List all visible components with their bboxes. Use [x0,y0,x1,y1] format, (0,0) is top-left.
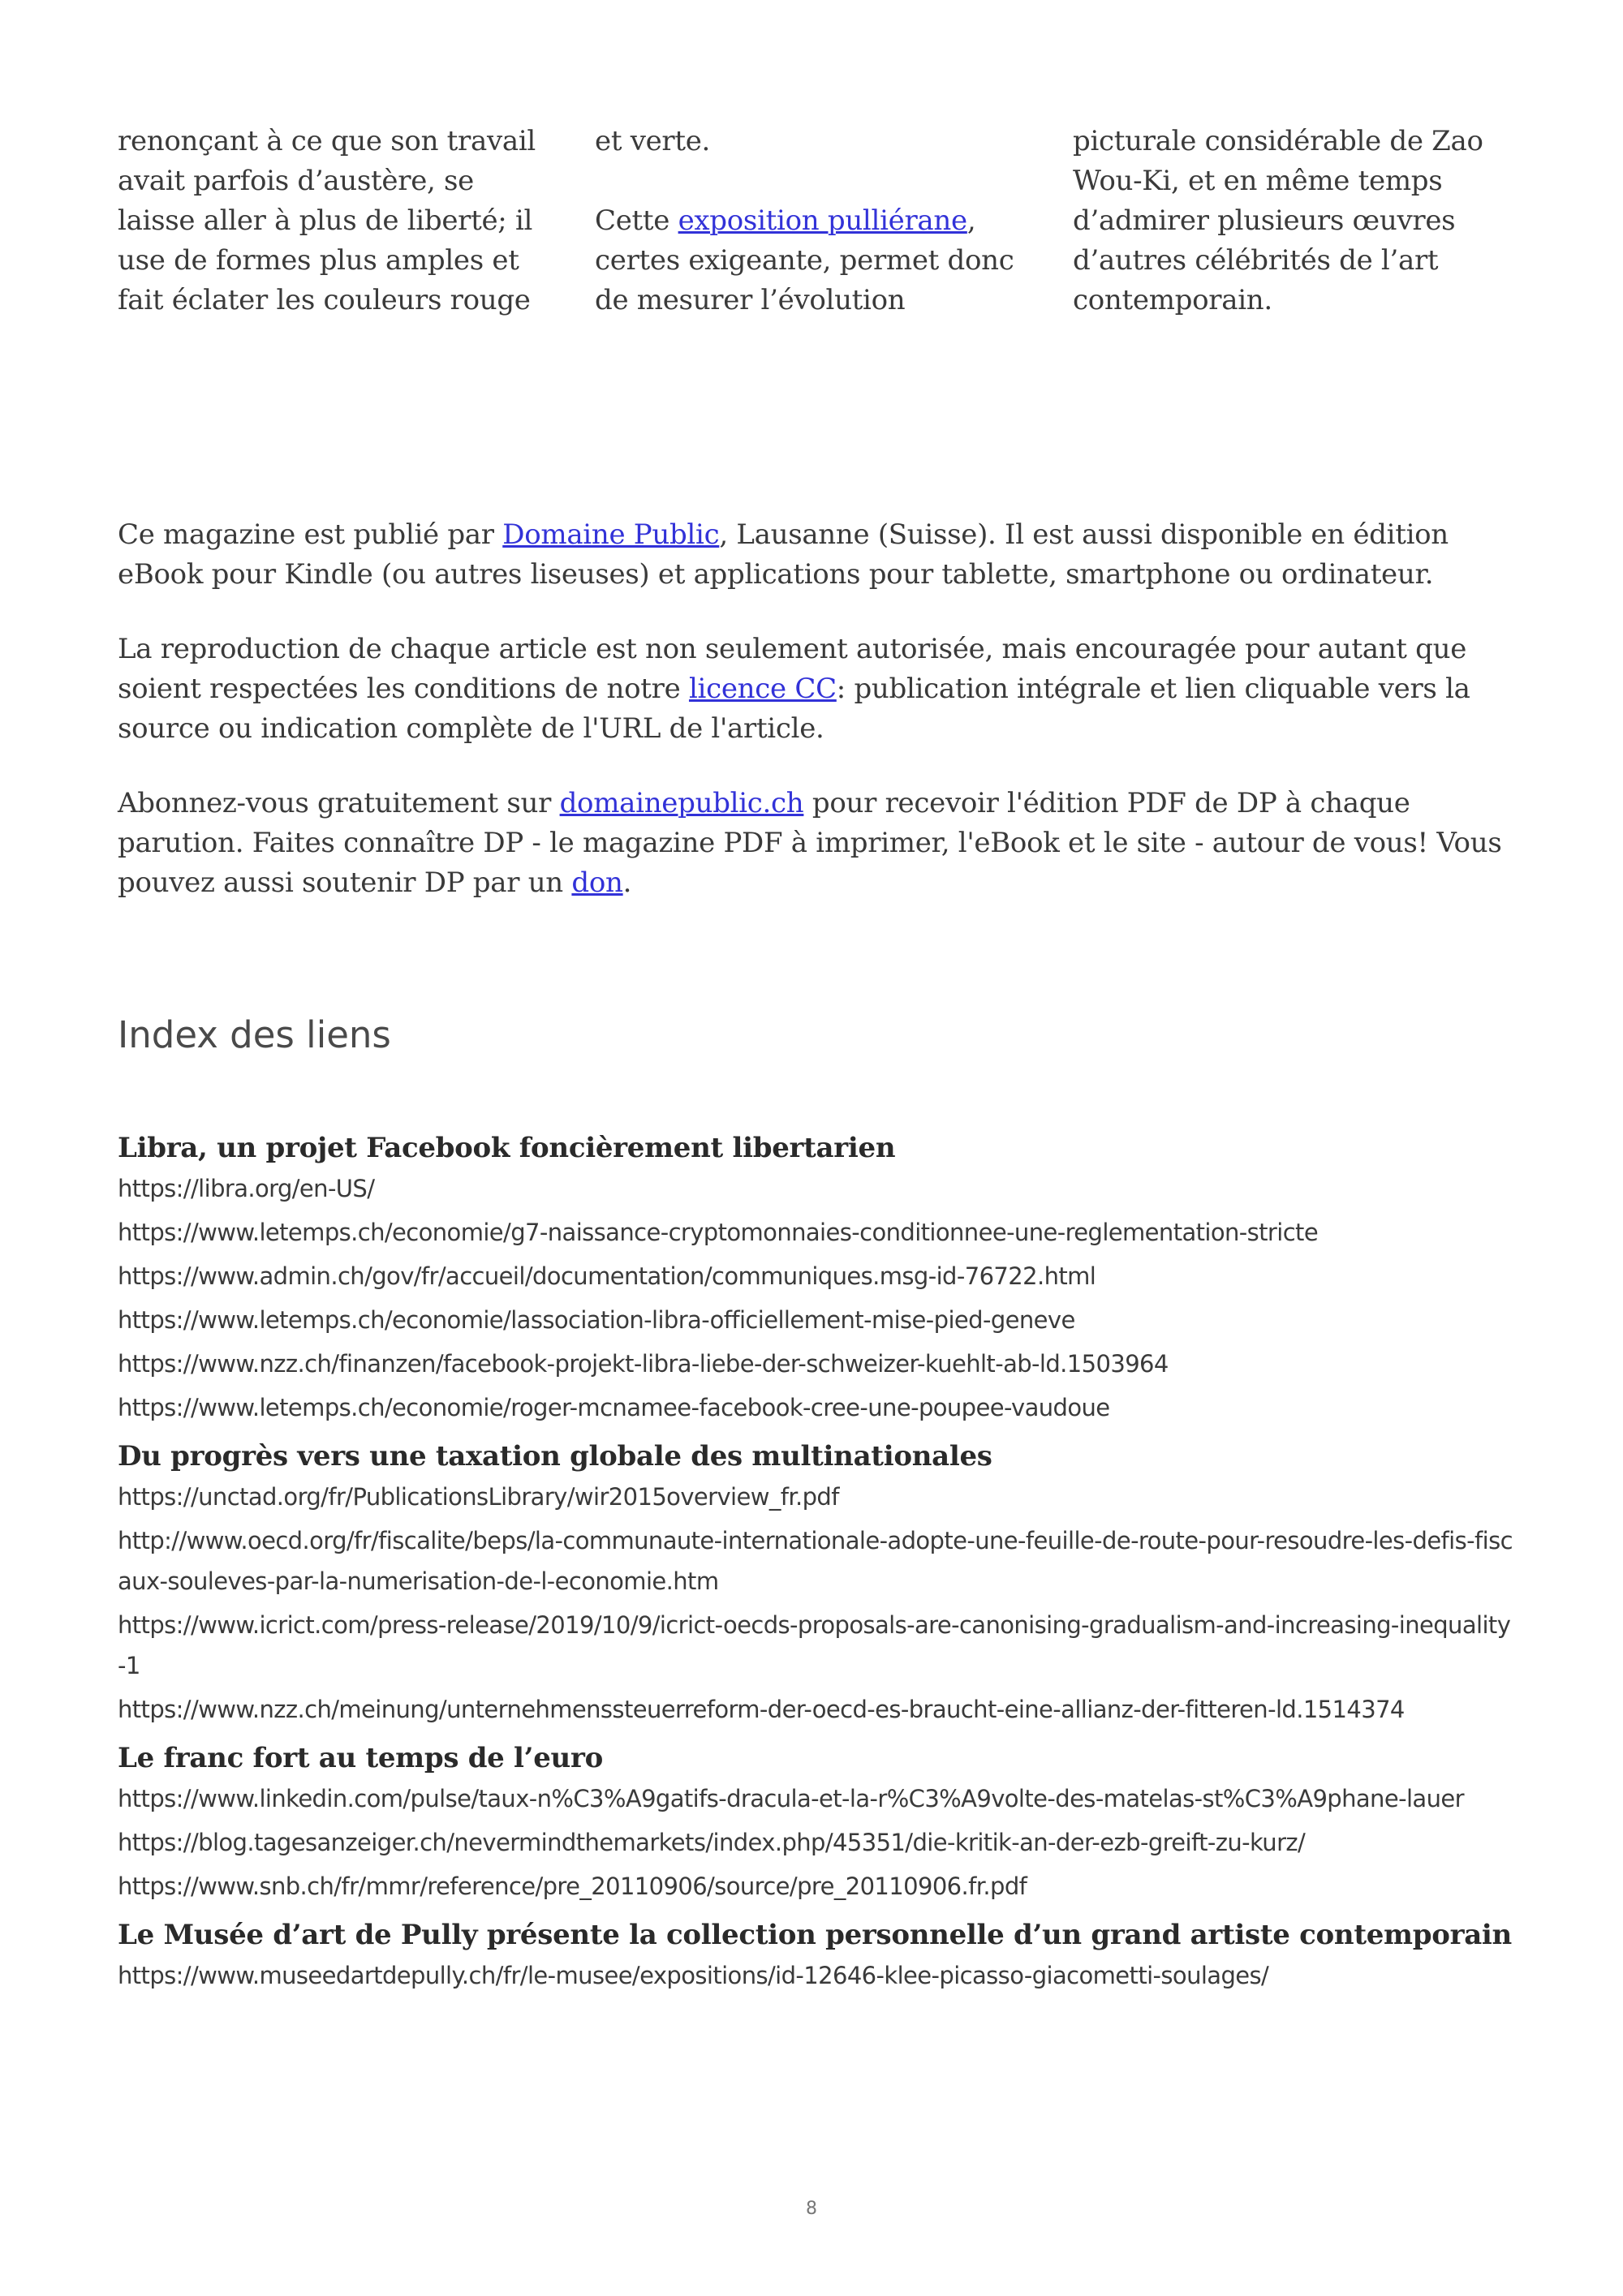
info-text: , Lausanne (Suisse). Il est aussi disponible en édition eBook pour Kindle (ou autres liseuses) et applications pour tablette, smartphone ou ordinateur. [118,518,1449,591]
article-columns [118,122,1513,333]
url-item[interactable]: https://libra.org/en-US/ [118,1175,375,1202]
don-link[interactable]: don [571,866,623,899]
info-paragraph-license [118,630,1513,749]
index-article-title: Libra, un projet Facebook foncièrement libertarien [118,1132,896,1164]
domaine-public-link[interactable]: Domaine Public [502,518,720,551]
licence-cc-link[interactable]: licence CC [688,673,837,705]
column-1 [118,122,548,320]
column-2-text-line: et verte. [595,125,711,157]
column-3 [1073,122,1503,320]
url-item[interactable]: https://unctad.org/fr/PublicationsLibrary/wir2015overview_fr.pdf [118,1483,839,1511]
info-text: Abonnez-vous gratuitement sur [118,787,560,819]
index-article-title: Du progrès vers une taxation globale des multinationales [118,1440,992,1473]
url-item[interactable]: https://www.letemps.ch/economie/roger-mcnamee-facebook-cree-une-poupee-vaudoue [118,1394,1110,1421]
info-text: : publication intégrale et lien cliquable vers la source ou indication complète de l'URL de l'article. [118,673,1470,745]
url-item[interactable]: https://blog.tagesanzeiger.ch/nevermindthemarkets/index.php/45351/die-kritik-an-der-ezb-greift-zu-kurz/ [118,1829,1306,1856]
info-text: . [622,866,632,899]
url-list [118,1168,1513,1428]
url-item[interactable]: https://www.linkedin.com/pulse/taux-n%C3%A9gatifs-dracula-et-la-r%C3%A9volte-des-matelas-st%C3%A9phane-lauer [118,1785,1464,1812]
exposition-link[interactable]: exposition pulliérane [678,204,967,237]
index-article [118,1128,1513,1428]
index-article-title: Le franc fort au temps de l’euro [118,1742,603,1774]
url-item[interactable]: https://www.letemps.ch/economie/lassociation-libra-officiellement-mise-pied-geneve [118,1306,1075,1334]
info-text: Ce magazine est publié par [118,518,503,551]
column-2-text-after: , certes exigeante, permet donc de mesurer l’évolution [595,204,1014,316]
url-list [118,1477,1513,1730]
index-article [118,1436,1513,1730]
index-article [118,1738,1513,1907]
url-item[interactable]: https://www.letemps.ch/economie/g7-naissance-cryptomonnaies-conditionnee-une-reglementation-stricte [118,1219,1319,1246]
info-paragraph-publisher [118,515,1513,595]
page-number: 8 [806,2199,817,2219]
info-text: La reproduction de chaque article est non seulement autorisée, mais encouragée pour autant que soient respectées les conditions de notre [118,633,1467,705]
url-item[interactable]: http://www.oecd.org/fr/fiscalite/beps/la-communaute-internationale-adopte-une-feuille-de-route-pour-resoudre-les-defis-fiscaux-souleves-par-la-numerisation-de-l-economie.htm [118,1527,1513,1595]
index-article [118,1915,1513,1996]
url-item[interactable]: https://www.snb.ch/fr/mmr/reference/pre_20110906/source/pre_20110906.fr.pdf [118,1872,1027,1900]
url-item[interactable]: https://www.nzz.ch/meinung/unternehmenssteuerreform-der-oecd-es-braucht-eine-allianz-der-fitteren-ld.1514374 [118,1696,1405,1723]
url-list [118,1778,1513,1907]
info-text: pour recevoir l'édition PDF de DP à chaque parution. Faites connaître DP - le magazine PDF à imprimer, l'eBook et le site - autour de vous! Vous pouvez aussi soutenir DP par un [118,787,1502,899]
info-paragraph-subscribe [118,784,1513,903]
url-item[interactable]: https://www.icrict.com/press-release/2019/10/9/icrict-oecds-proposals-are-canonising-gradualism-and-increasing-inequality-1 [118,1611,1511,1679]
url-list [118,1955,1513,1996]
link-index [118,1128,1513,1996]
column-2-paragraph [595,201,1025,320]
index-heading: Index des liens [118,1013,391,1056]
url-item[interactable]: https://www.nzz.ch/finanzen/facebook-projekt-libra-liebe-der-schweizer-kuehlt-ab-ld.1503964 [118,1350,1169,1378]
column-2-text-before: Cette [595,204,678,237]
column-1-text: renonçant à ce que son travail avait parfois d’austère, se laisse aller à plus de liberté; il use de formes plus amples et fait éclater les couleurs rouge [118,125,536,316]
column-3-text: picturale considérable de Zao Wou-Ki, et en même temps d’admirer plusieurs œuvres d’autres célébrités de l’art contemporain. [1073,125,1483,316]
index-article-title: Le Musée d’art de Pully présente la collection personnelle d’un grand artiste contemporain [118,1919,1512,1951]
url-item[interactable]: https://www.museedartdepully.ch/fr/le-musee/expositions/id-12646-klee-picasso-giacometti-soulages/ [118,1962,1269,1989]
domainepublic-ch-link[interactable]: domainepublic.ch [559,787,804,819]
publisher-info [118,515,1513,938]
column-2 [595,122,1025,320]
url-item[interactable]: https://www.admin.ch/gov/fr/accueil/documentation/communiques.msg-id-76722.html [118,1262,1096,1290]
